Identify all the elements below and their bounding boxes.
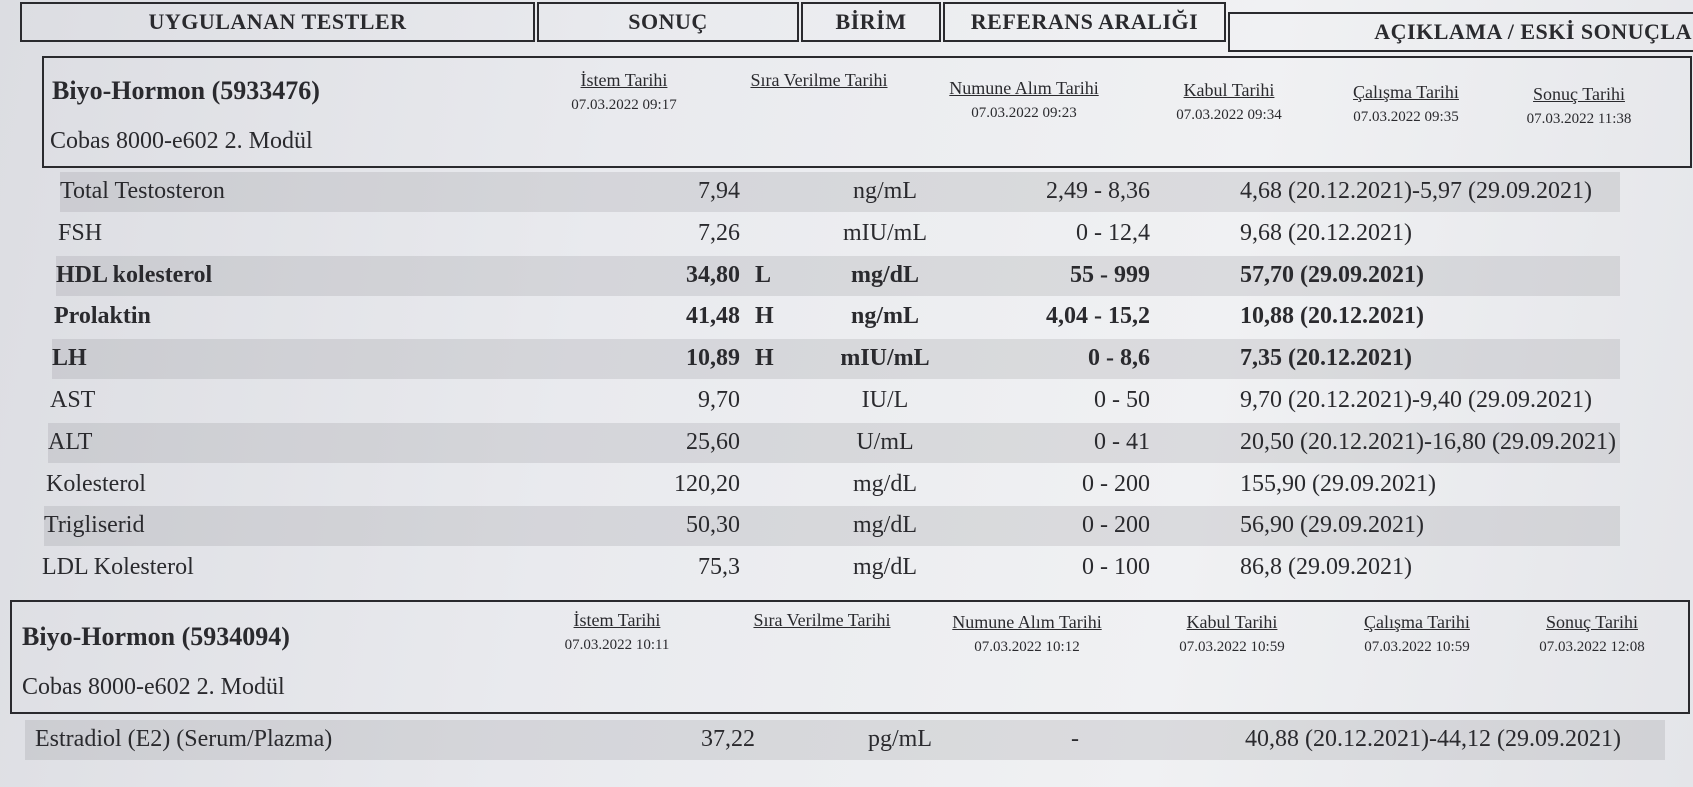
test-result: 7,26	[698, 219, 740, 246]
test-unit: ng/mL	[850, 303, 919, 330]
order-title: Biyo-Hormon (5933476)	[52, 76, 320, 105]
test-name: LDL Kolesterol	[42, 554, 194, 581]
istem-date: İstem Tarihi 07.03.2022 10:11	[564, 610, 670, 653]
order-block-1	[42, 56, 1692, 168]
test-row	[58, 214, 1620, 254]
test-note: 9,68 (20.12.2021)	[1240, 219, 1412, 246]
calisma-date: Çalışma Tarihi 07.03.2022 10:59	[1364, 612, 1470, 655]
istem-date: İstem Tarihi 07.03.2022 09:17	[571, 70, 677, 113]
order-block-2	[10, 600, 1690, 714]
test-note: 155,90 (29.09.2021)	[1240, 470, 1436, 497]
sonuc-date: Sonuç Tarihi 07.03.2022 12:08	[1539, 612, 1645, 655]
kabul-date: Kabul Tarihi 07.03.2022 09:34	[1176, 80, 1282, 123]
numune-date: Numune Alım Tarihi 07.03.2022 09:23	[949, 78, 1099, 121]
test-note: 4,68 (20.12.2021)-5,97 (29.09.2021)	[1240, 178, 1592, 204]
test-name: HDL kolesterol	[56, 261, 213, 288]
header-unit: BİRİM	[801, 2, 941, 42]
test-reference: 2,49 - 8,36	[1046, 178, 1150, 204]
test-row	[46, 465, 1620, 505]
test-name: Total Testosteron	[60, 178, 225, 204]
test-reference: 0 - 50	[1094, 387, 1150, 413]
sira-date: Sıra Verilme Tarihi	[753, 610, 891, 630]
test-name: AST	[50, 387, 96, 413]
test-unit: ng/mL	[853, 178, 917, 204]
test-row	[60, 172, 1620, 212]
test-reference: 55 - 999	[1070, 261, 1150, 288]
test-note: 40,88 (20.12.2021)-44,12 (29.09.2021)	[1245, 726, 1621, 752]
test-unit: mg/dL	[853, 512, 917, 539]
test-name: FSH	[58, 219, 103, 246]
calisma-date: Çalışma Tarihi 07.03.2022 09:35	[1353, 82, 1459, 125]
test-reference: 0 - 8,6	[1088, 345, 1150, 372]
test-result: 7,94	[698, 178, 740, 204]
test-name: Trigliserid	[44, 512, 145, 539]
header-note: AÇIKLAMA / ESKİ SONUÇLA	[1228, 12, 1693, 52]
header-reference: REFERANS ARALIĞI	[943, 2, 1226, 42]
device-name: Cobas 8000-e602 2. Modül	[50, 128, 313, 154]
test-name: LH	[52, 345, 87, 372]
test-result: 41,48	[686, 303, 740, 330]
test-note: 57,70 (29.09.2021)	[1240, 261, 1424, 288]
sira-date: Sıra Verilme Tarihi	[750, 70, 888, 90]
test-row	[52, 339, 1620, 379]
test-flag: H	[755, 303, 774, 330]
test-result: 75,3	[698, 554, 740, 581]
test-row	[25, 720, 1665, 760]
test-unit: U/mL	[856, 428, 914, 455]
test-reference: 0 - 100	[1082, 554, 1150, 581]
test-note: 86,8 (29.09.2021)	[1240, 554, 1412, 581]
test-row	[48, 423, 1620, 463]
test-result: 34,80	[686, 261, 740, 288]
test-row	[44, 506, 1620, 546]
order-title: Biyo-Hormon (5934094)	[22, 622, 290, 651]
test-reference: 0 - 200	[1082, 512, 1150, 539]
device-name: Cobas 8000-e602 2. Modül	[22, 674, 285, 700]
test-unit: pg/mL	[868, 726, 932, 752]
test-name: Prolaktin	[54, 303, 151, 330]
test-flag: L	[755, 261, 772, 288]
test-reference: -	[1071, 726, 1079, 752]
test-name: Kolesterol	[46, 470, 146, 497]
test-result: 9,70	[698, 387, 740, 413]
test-row	[50, 381, 1620, 421]
test-result: 25,60	[686, 428, 740, 455]
test-flag: H	[755, 345, 774, 372]
test-note: 20,50 (20.12.2021)-16,80 (29.09.2021)	[1240, 428, 1616, 455]
test-reference: 0 - 41	[1094, 428, 1150, 455]
test-note: 10,88 (20.12.2021)	[1240, 303, 1424, 330]
test-note: 7,35 (20.12.2021)	[1240, 345, 1412, 372]
header-tests: UYGULANAN TESTLER	[20, 2, 535, 42]
test-unit: mIU/mL	[840, 345, 930, 372]
test-reference: 0 - 200	[1082, 470, 1150, 497]
test-row	[56, 256, 1620, 296]
numune-date: Numune Alım Tarihi 07.03.2022 10:12	[952, 612, 1102, 655]
test-unit: mg/dL	[853, 554, 917, 581]
test-unit: mg/dL	[850, 261, 919, 288]
header-result: SONUÇ	[537, 2, 799, 42]
test-result: 10,89	[686, 345, 740, 372]
test-name: Estradiol (E2) (Serum/Plazma)	[35, 726, 333, 752]
test-row	[54, 297, 1620, 337]
test-result: 37,22	[701, 726, 755, 752]
test-row	[42, 548, 1620, 588]
test-note: 56,90 (29.09.2021)	[1240, 512, 1424, 539]
test-unit: IU/L	[861, 387, 909, 413]
kabul-date: Kabul Tarihi 07.03.2022 10:59	[1179, 612, 1285, 655]
test-unit: mg/dL	[853, 470, 917, 497]
test-reference: 0 - 12,4	[1076, 219, 1150, 246]
test-result: 50,30	[686, 512, 740, 539]
test-unit: mIU/mL	[843, 219, 927, 246]
test-note: 9,70 (20.12.2021)-9,40 (29.09.2021)	[1240, 387, 1592, 413]
test-name: ALT	[48, 428, 93, 455]
test-result: 120,20	[674, 470, 740, 497]
sonuc-date: Sonuç Tarihi 07.03.2022 11:38	[1526, 84, 1632, 127]
test-reference: 4,04 - 15,2	[1046, 303, 1150, 330]
